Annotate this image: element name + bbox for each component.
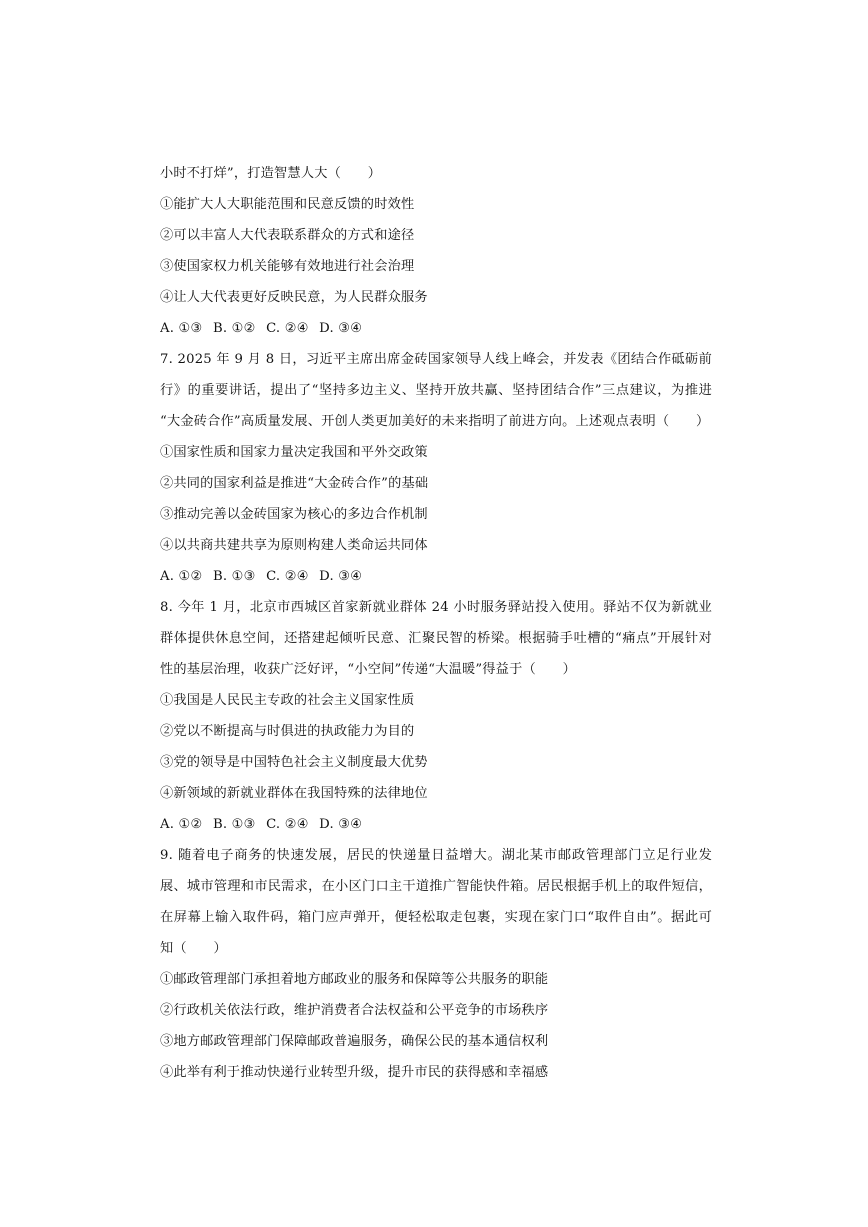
question-7 (160, 344, 712, 592)
answer-choice-c: C. ②④ (266, 569, 309, 584)
question-6-option-2: ②可以丰富人大代表联系群众的方式和途径 (160, 228, 415, 243)
question-9-stem-line-3: 在屏幕上输入取件码，箱门应声弹开，便轻松取走包裹，实现在家门口“取件自由”。据此可 (160, 910, 712, 925)
question-6 (160, 158, 712, 344)
answer-choice-d: D. ③④ (319, 817, 363, 832)
question-7-stem-line-1: 7. 2025 年 9 月 8 日，习近平主席出席金砖国家领导人线上峰会，并发表《团结合作砥砺前 (160, 352, 712, 367)
answer-choice-b: B. ①② (212, 321, 256, 336)
question-8-option-4: ④新领域的新就业群体在我国特殊的法律地位 (160, 786, 428, 801)
answer-choice-b: B. ①③ (212, 569, 256, 584)
question-9-stem-line-1: 9. 随着电子商务的快速发展，居民的快递量日益增大。湖北某市邮政管理部门立足行业发 (160, 848, 712, 863)
answer-choice-a: A. ①② (160, 569, 203, 584)
answer-choice-c: C. ②④ (266, 321, 309, 336)
question-8-stem-line-1: 8. 今年 1 月，北京市西城区首家新就业群体 24 小时服务驿站投入使用。驿站不仅为新就业 (160, 600, 712, 615)
question-8-option-1: ①我国是人民民主专政的社会主义国家性质 (160, 693, 415, 708)
question-7-option-2: ②共同的国家利益是推进“大金砖合作”的基础 (160, 476, 429, 491)
question-8-stem-line-2: 群体提供休息空间，还搭建起倾听民意、汇聚民智的桥梁。根据骑手吐槽的“痛点”开展针对 (160, 631, 712, 646)
question-6-option-1: ①能扩大人大职能范围和民意反馈的时效性 (160, 197, 415, 212)
question-8-option-3: ③党的领导是中国特色社会主义制度最大优势 (160, 755, 428, 770)
question-9-stem-line-4: 知（ ） (160, 941, 227, 956)
question-8-answers (160, 809, 712, 840)
question-9-option-2: ②行政机关依法行政，维护消费者合法权益和公平竞争的市场秩序 (160, 1003, 549, 1018)
question-7-stem-line-3: “大金砖合作”高质量发展、开创人类更加美好的未来指明了前进方向。上述观点表明（ ） (160, 414, 710, 429)
answer-choice-d: D. ③④ (319, 569, 363, 584)
question-8-stem-line-3: 性的基层治理，收获广泛好评，“小空间”传递“大温暖”得益于（ ） (160, 662, 577, 677)
question-8-option-2: ②党以不断提高与时俱进的执政能力为目的 (160, 724, 415, 739)
answer-choice-a: A. ①③ (160, 321, 203, 336)
question-6-answers (160, 313, 712, 344)
question-9-option-4: ④此举有利于推动快递行业转型升级，提升市民的获得感和幸福感 (160, 1065, 549, 1080)
question-7-option-3: ③推动完善以金砖国家为核心的多边合作机制 (160, 507, 428, 522)
question-content (160, 158, 712, 1088)
question-7-stem-line-2: 行》的重要讲话，提出了“坚持多边主义、坚持开放共赢、坚持团结合作”三点建议，为推进 (160, 383, 712, 398)
question-9-option-3: ③地方邮政管理部门保障邮政普遍服务，确保公民的基本通信权利 (160, 1034, 549, 1049)
question-6-option-4: ④让人大代表更好反映民意，为人民群众服务 (160, 290, 428, 305)
question-8 (160, 592, 712, 840)
answer-choice-c: C. ②④ (266, 817, 309, 832)
question-7-answers (160, 561, 712, 592)
answer-choice-d: D. ③④ (319, 321, 363, 336)
answer-choice-b: B. ①③ (212, 817, 256, 832)
question-7-option-1: ①国家性质和国家力量决定我国和平外交政策 (160, 445, 428, 460)
answer-choice-a: A. ①② (160, 817, 203, 832)
question-9-option-1: ①邮政管理部门承担着地方邮政业的服务和保障等公共服务的职能 (160, 972, 549, 987)
question-7-option-4: ④以共商共建共享为原则构建人类命运共同体 (160, 538, 428, 553)
question-6-stem-tail: 小时不打烊”，打造智慧人大（ ） (160, 166, 382, 181)
question-9 (160, 840, 712, 1088)
question-9-stem-line-2: 展、城市管理和市民需求，在小区门口主干道推广智能快件箱。居民根据手机上的取件短信， (160, 879, 712, 894)
question-6-option-3: ③使国家权力机关能够有效地进行社会治理 (160, 259, 415, 274)
